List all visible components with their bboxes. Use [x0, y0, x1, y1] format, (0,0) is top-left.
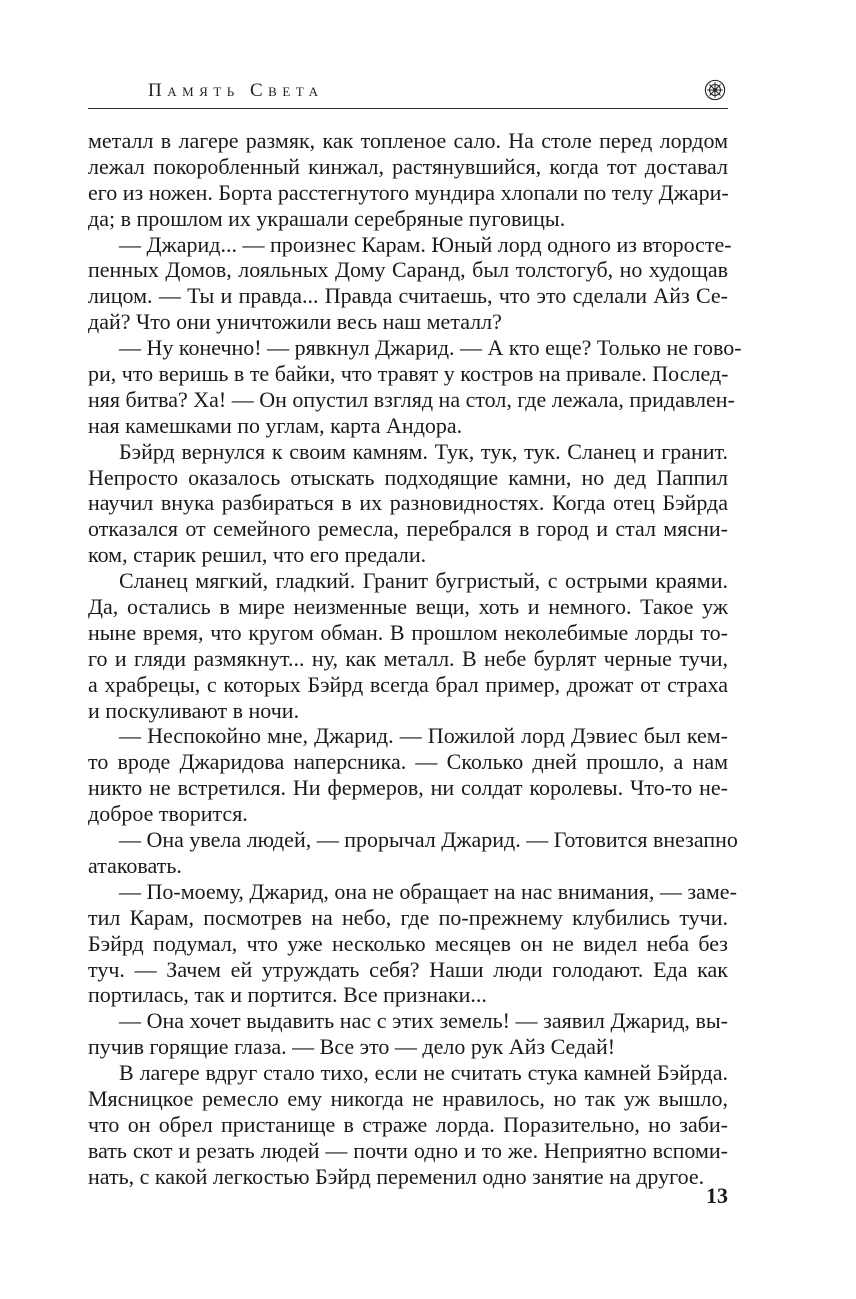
text-line: лежал покоробленный кинжал, растянувшийся, когда тот доставал: [88, 153, 728, 179]
text-line: — Ну конечно! — рявкнул Джарид. — А кто еще? Только не гово-: [119, 335, 742, 361]
page-number: 13: [706, 1183, 728, 1208]
paragraph: [88, 878, 737, 1008]
paragraph: [88, 439, 728, 568]
text-line: металл в лагере размяк, как топленое сало. На столе перед лордом: [88, 128, 728, 153]
paragraph: [88, 128, 728, 232]
text-line: вать скот и резать людей — почти одно и то же. Неприятно вспоми-: [88, 1137, 728, 1163]
text-line: научил внука разбираться в их разновидностях. Когда отец Бэйрда: [88, 490, 728, 516]
text-line: его из ножен. Борта расстегнутого мундира хлопали по телу Джари-: [88, 179, 729, 205]
wheel-ornament-icon: [704, 79, 726, 101]
text-line: — Джарид... — произнес Карам. Юный лорд одного из второсте-: [119, 231, 732, 257]
text-line: доброе творится.: [88, 801, 248, 827]
paragraph: [88, 1060, 728, 1189]
paragraph: [88, 231, 732, 336]
text-line: — Она увела людей, — прорычал Джарид. — Готовится внезапно: [119, 827, 738, 853]
text-line: портилась, так и портится. Все признаки...: [88, 982, 487, 1008]
paragraph: [88, 723, 728, 827]
text-line: ком, старик решил, что его предали.: [88, 542, 427, 568]
text-line: — По-моему, Джарид, она не обращает на нас внимания, — заме-: [119, 878, 737, 904]
text-line: туч. — Зачем ей утруждать себя? Наши люди голодают. Еда как: [88, 956, 728, 982]
paragraph: [88, 827, 738, 879]
text-line: ри, что веришь в те байки, что травят у костров на привале. Послед-: [88, 361, 729, 387]
body-text: [88, 128, 742, 1190]
text-line: В лагере вдруг стало тихо, если не считать стука камней Бэйрда.: [119, 1060, 728, 1086]
paragraph: [88, 568, 728, 723]
text-line: Бэйрд подумал, что уже несколько месяцев он не видел неба без: [88, 930, 728, 956]
text-line: Мясницкое ремесло ему никогда не нравилось, но так уж вышло,: [88, 1085, 728, 1111]
text-line: Бэйрд вернулся к своим камням. Тук, тук, тук. Сланец и гранит.: [119, 438, 728, 464]
text-line: что он обрел пристанище в страже лорда. Поразительно, но заби-: [88, 1111, 728, 1137]
text-line: то вроде Джаридова наперсника. — Сколько дней прошло, а нам: [88, 749, 728, 775]
text-line: Сланец мягкий, гладкий. Гранит бугристый, с острыми краями.: [119, 568, 728, 594]
text-line: отказался от семейного ремесла, перебрался в город и стал мясни-: [88, 516, 728, 542]
text-line: дай? Что они уничтожили весь наш металл?: [88, 309, 502, 335]
text-line: и поскуливают в ночи.: [88, 697, 300, 723]
text-line: пенных Домов, лояльных Дому Саранд, был толстогуб, но худощав: [88, 257, 728, 283]
text-line: тил Карам, посмотрев на небо, где по-прежнему клубились тучи.: [88, 904, 728, 930]
text-line: ная камешками по углам, карта Андора.: [88, 412, 463, 438]
text-line: ныне время, что кругом обман. В прошлом неколебимые лорды то-: [88, 619, 728, 645]
text-line: — Она хочет выдавить нас с этих земель! — заявил Джарид, вы-: [119, 1008, 728, 1034]
paragraph: [88, 335, 742, 439]
text-line: го и гляди размякнут... ну, как металл. В небе бурлят черные тучи,: [88, 645, 728, 671]
text-line: нать, с какой легкостью Бэйрд переменил одно занятие на другое.: [88, 1163, 705, 1189]
text-line: да; в прошлом их украшали серебряные пуговицы.: [88, 205, 566, 231]
text-line: — Неспокойно мне, Джарид. — Пожилой лорд Дэвиес был кем-: [119, 723, 728, 749]
text-line: лицом. — Ты и правда... Правда считаешь, что это сделали Айз Се-: [88, 283, 728, 309]
text-line: Непросто оказалось отыскать подходящие камни, но дед Паппил: [88, 464, 728, 490]
book-title: Память Света: [148, 80, 324, 101]
text-line: а храбрецы, с которых Бэйрд всегда брал пример, дрожат от страха: [88, 671, 728, 697]
text-line: Да, остались в мире неизменные вещи, хоть и немного. Такое уж: [88, 594, 728, 620]
paragraph: [88, 1008, 728, 1060]
running-header: [88, 76, 728, 109]
text-line: атаковать.: [88, 852, 182, 878]
text-line: няя битва? Ха! — Он опустил взгляд на стол, где лежала, придавлен-: [88, 386, 735, 412]
text-line: никто не встретился. Ни фермеров, ни солдат королевы. Что-то не-: [88, 775, 728, 801]
text-line: пучив горящие глаза. — Все это — дело рук Айз Седай!: [88, 1034, 616, 1060]
